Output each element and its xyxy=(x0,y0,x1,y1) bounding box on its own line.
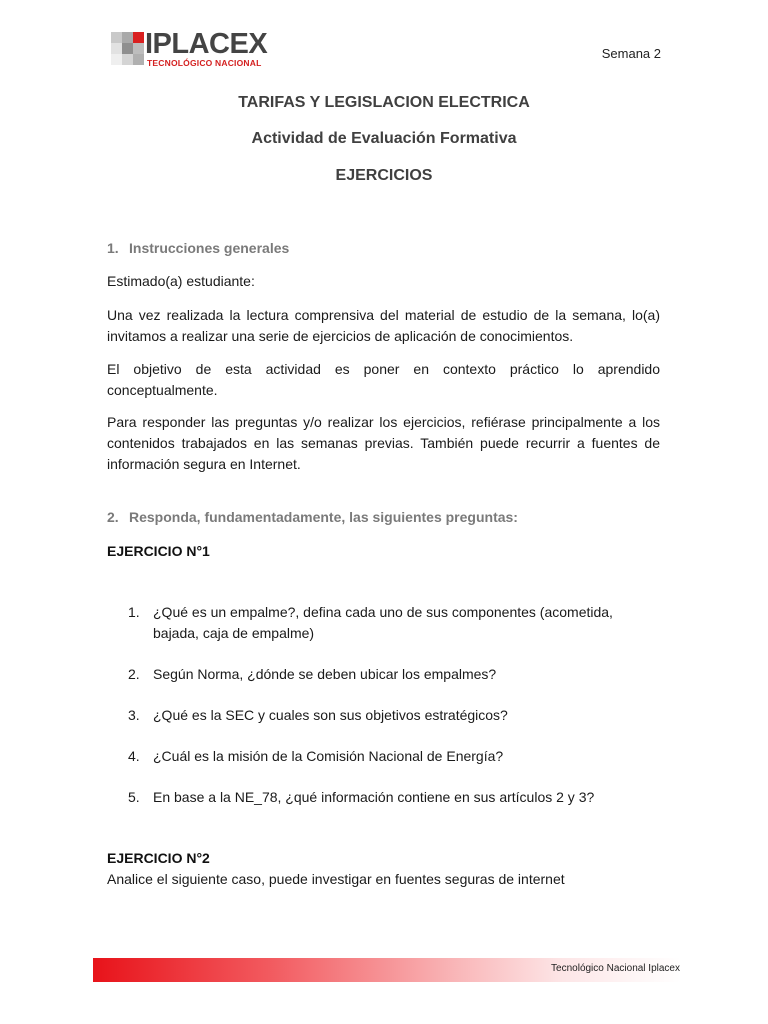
question-item xyxy=(107,787,660,808)
question-number: 3. xyxy=(128,707,140,723)
section-number: 2. xyxy=(107,509,119,525)
section-heading-text: Responda, fundamentadamente, las siguientes preguntas: xyxy=(129,509,518,525)
logo-mosaic-icon xyxy=(111,32,145,68)
section-heading-text: Instrucciones generales xyxy=(129,240,290,256)
question-text: ¿Qué es un empalme?, defina cada uno de sus componentes (acometida, bajada, caja de empalme) xyxy=(153,604,613,641)
exercise-2-text: Analice el siguiente caso, puede investigar en fuentes seguras de internet xyxy=(107,871,565,887)
logo-wordmark: IPLACEX xyxy=(145,28,268,60)
question-number: 2. xyxy=(128,666,140,682)
exercise-1-heading: EJERCICIO N°1 xyxy=(107,543,210,559)
question-number: 4. xyxy=(128,748,140,764)
exercises-title: EJERCICIOS xyxy=(335,167,433,184)
question-number: 1. xyxy=(128,604,140,620)
paragraph-greeting: Estimado(a) estudiante: xyxy=(107,273,255,289)
section-heading-questions xyxy=(107,509,518,525)
activity-title: Actividad de Evaluación Formativa xyxy=(251,130,517,147)
question-item xyxy=(107,705,660,726)
paragraph-intro: Una vez realizada la lectura comprensiva del material de estudio de la semana, lo(a) invitamos a realizar una serie de ejercicios de aplicación de conocimientos. xyxy=(107,307,660,344)
question-number: 5. xyxy=(128,789,140,805)
iplacex-logo xyxy=(111,28,271,70)
footer-text: Tecnológico Nacional Iplacex xyxy=(551,963,680,974)
document-title: TARIFAS Y LEGISLACION ELECTRICA xyxy=(238,94,530,111)
week-label: Semana 2 xyxy=(601,46,661,61)
question-text: En base a la NE_78, ¿qué información contiene en sus artículos 2 y 3? xyxy=(153,789,595,805)
section-heading-instructions xyxy=(107,240,289,256)
section-number: 1. xyxy=(107,240,119,256)
question-text: Según Norma, ¿dónde se deben ubicar los empalmes? xyxy=(153,666,497,682)
paragraph-objective: El objetivo de esta actividad es poner en contexto práctico lo aprendido conceptualmente. xyxy=(107,361,660,398)
question-item xyxy=(107,664,660,685)
question-item xyxy=(107,602,660,644)
paragraph-instructions: Para responder las preguntas y/o realizar los ejercicios, refiérase principalmente a los contenidos trabajados en las semanas previas. También puede recurrir a fuentes de información segura en Internet. xyxy=(107,414,660,472)
question-text: ¿Cuál es la misión de la Comisión Nacional de Energía? xyxy=(153,748,504,764)
question-text: ¿Qué es la SEC y cuales son sus objetivos estratégicos? xyxy=(153,707,508,723)
question-item xyxy=(107,746,660,767)
exercise-2-heading: EJERCICIO N°2 xyxy=(107,850,210,866)
logo-subtitle: TECNOLÓGICO NACIONAL xyxy=(147,58,262,68)
